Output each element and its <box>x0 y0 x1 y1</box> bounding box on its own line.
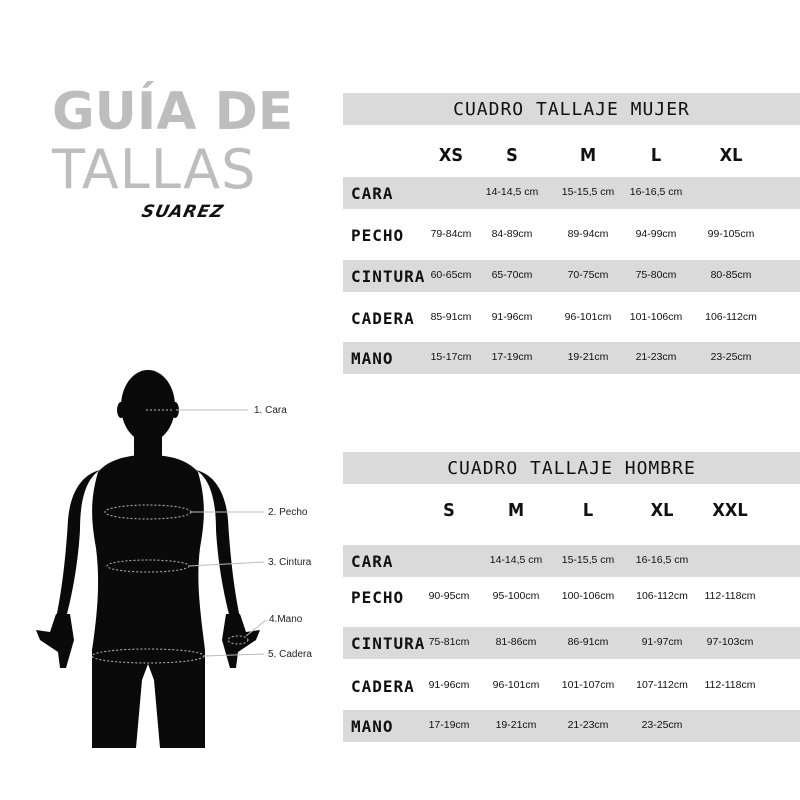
measure-cell: 19-21cm <box>567 351 609 363</box>
label-mano: 4.Mano <box>269 614 303 625</box>
measure-cell: 70-75cm <box>567 269 609 281</box>
row-label: CARA <box>351 184 394 203</box>
size-label: XXL <box>712 500 748 521</box>
measure-cell: 99-105cm <box>707 228 755 240</box>
measure-cell: 75-81cm <box>428 636 470 648</box>
measure-cell: 97-103cm <box>706 636 754 648</box>
measure-cell: 86-91cm <box>567 636 609 648</box>
women-row-cintura <box>343 260 800 292</box>
size-label: S <box>443 500 455 521</box>
measure-cell: 90-95cm <box>428 590 470 602</box>
size-label: XS <box>438 145 464 166</box>
size-label: S <box>506 145 518 166</box>
men-row-cintura <box>343 627 800 659</box>
men-table-header: CUADRO TALLAJE HOMBRE <box>343 452 800 484</box>
measure-cell: 91-97cm <box>641 636 683 648</box>
size-label: XL <box>719 145 743 166</box>
measure-cell: 17-19cm <box>428 719 470 731</box>
women-size-table <box>343 93 800 368</box>
measure-cell: 21-23cm <box>567 719 609 731</box>
label-pecho: 2. Pecho <box>268 507 308 518</box>
measure-cell: 112-118cm <box>704 590 756 602</box>
row-label: CADERA <box>351 677 415 696</box>
measure-cell: 89-94cm <box>567 228 609 240</box>
women-row-pecho <box>343 219 800 251</box>
men-row-cadera <box>343 670 800 702</box>
measure-cell: 101-106cm <box>629 311 683 323</box>
measure-cell: 23-25cm <box>641 719 683 731</box>
measure-cell: 81-86cm <box>495 636 537 648</box>
label-cintura: 3. Cintura <box>268 557 312 568</box>
measure-cell: 95-100cm <box>492 590 540 602</box>
measure-cell: 15-17cm <box>430 351 472 363</box>
measure-cell: 17-19cm <box>491 351 533 363</box>
women-row-cara <box>343 177 800 209</box>
measure-cell: 96-101cm <box>564 311 612 323</box>
measure-cell: 101-107cm <box>561 679 615 691</box>
label-cara: 1. Cara <box>254 405 287 416</box>
measure-cell: 23-25cm <box>710 351 752 363</box>
row-label: CINTURA <box>351 267 426 286</box>
measure-cell: 91-96cm <box>491 311 533 323</box>
measure-cell: 15-15,5 cm <box>561 186 615 198</box>
measure-cell: 60-65cm <box>430 269 472 281</box>
label-cadera: 5. Cadera <box>268 649 312 660</box>
size-label: XL <box>650 500 674 521</box>
measure-cell: 79-84cm <box>430 228 472 240</box>
women-size-header-row <box>343 145 800 175</box>
row-label: CARA <box>351 552 394 571</box>
measure-cell: 19-21cm <box>495 719 537 731</box>
women-table-header: CUADRO TALLAJE MUJER <box>343 93 800 125</box>
measure-cell: 75-80cm <box>635 269 677 281</box>
measure-cell: 14-14,5 cm <box>485 186 539 198</box>
measure-cell: 84-89cm <box>491 228 533 240</box>
men-row-cara <box>343 545 800 577</box>
measure-cell: 65-70cm <box>491 269 533 281</box>
measure-cell: 15-15,5 cm <box>561 554 615 566</box>
men-row-mano <box>343 710 800 742</box>
size-label: M <box>507 500 525 521</box>
men-size-header-row <box>343 500 800 530</box>
page-title-line-2: TALLAS <box>52 138 257 201</box>
measure-cell: 112-118cm <box>704 679 756 691</box>
body-silhouette <box>36 370 260 748</box>
measure-cell: 16-16,5 cm <box>629 186 683 198</box>
measure-cell: 91-96cm <box>428 679 470 691</box>
size-label: M <box>579 145 597 166</box>
measure-cell: 96-101cm <box>492 679 540 691</box>
row-label: CINTURA <box>351 634 426 653</box>
row-label: PECHO <box>351 588 405 607</box>
measure-cell: 107-112cm <box>636 679 688 691</box>
row-label: MANO <box>351 349 394 368</box>
measure-cell: 14-14,5 cm <box>489 554 543 566</box>
men-size-table <box>343 452 800 736</box>
row-label: PECHO <box>351 226 405 245</box>
measure-cell: 16-16,5 cm <box>635 554 689 566</box>
women-row-cadera <box>343 302 800 334</box>
men-row-pecho <box>343 581 800 613</box>
size-label: L <box>650 145 662 166</box>
page-title-line-1: GUÍA DE <box>52 82 294 142</box>
measure-cell: 106-112cm <box>636 590 688 602</box>
measure-cell: 106-112cm <box>705 311 757 323</box>
measure-cell: 100-106cm <box>561 590 615 602</box>
size-label: L <box>582 500 594 521</box>
row-label: CADERA <box>351 309 415 328</box>
measure-cell: 85-91cm <box>430 311 472 323</box>
row-label: MANO <box>351 717 394 736</box>
measure-cell: 94-99cm <box>635 228 677 240</box>
measure-cell: 80-85cm <box>710 269 752 281</box>
brand-logo: SUAREZ <box>139 202 226 222</box>
women-row-mano <box>343 342 800 374</box>
measure-cell: 21-23cm <box>635 351 677 363</box>
